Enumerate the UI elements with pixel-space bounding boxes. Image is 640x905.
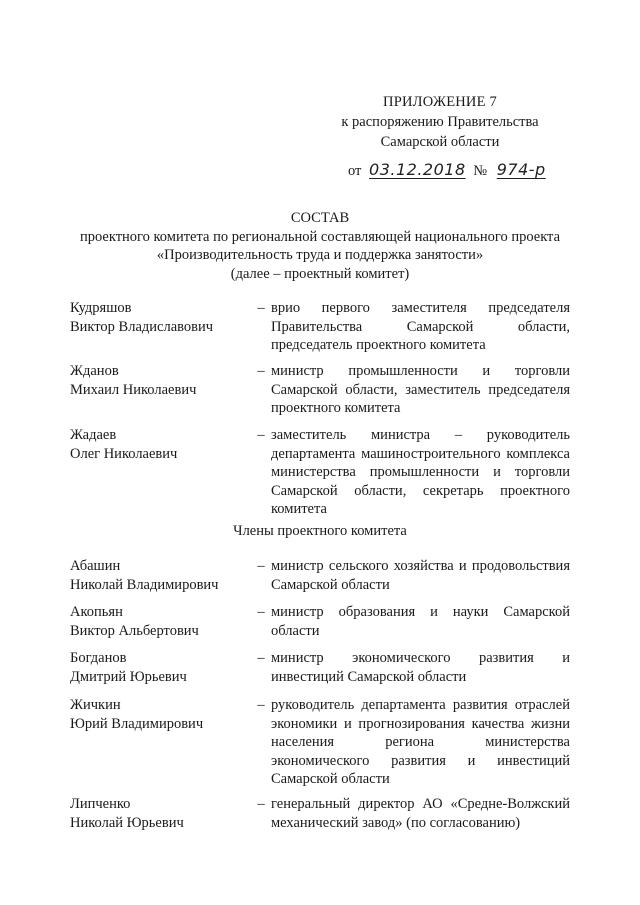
surname: Жадаев <box>70 427 117 443</box>
order-number-label: № <box>473 163 488 179</box>
heading-line-3: (далее – проектный комитет) <box>230 266 410 282</box>
surname: Кудряшов <box>70 300 132 316</box>
heading-line-2: «Производительность труда и поддержка занятости» <box>156 247 484 263</box>
position-description: руководитель департамента развития отраслей экономики и прогнозирования качества жизни населения региона министерства экономического развития и инвестиций Самарской области <box>271 697 570 787</box>
order-date-handwritten: 03.12.2018 <box>369 160 466 179</box>
surname: Липченко <box>70 796 131 812</box>
dash: – <box>257 650 265 666</box>
surname: Жичкин <box>70 697 121 713</box>
order-reference <box>348 160 546 180</box>
position-description: заместитель министра – руководитель департамента машиностроительного комплекса министерства промышленности и торговли Самарской области, секретарь проектного комитета <box>271 427 570 517</box>
document-title: СОСТАВ <box>290 210 350 226</box>
position-description: генеральный директор АО «Средне-Волжский механический завод» (по согласованию) <box>271 796 570 831</box>
appendix-title: ПРИЛОЖЕНИЕ 7 <box>383 94 497 110</box>
given-names: Юрий Владимирович <box>70 715 204 732</box>
surname: Жданов <box>70 363 119 379</box>
person-name <box>70 426 250 463</box>
position-description: министр сельского хозяйства и продовольствия Самарской области <box>271 558 570 593</box>
given-names: Николай Владимирович <box>70 576 219 593</box>
person-name <box>70 696 250 733</box>
dash: – <box>257 363 265 379</box>
dash: – <box>257 796 265 812</box>
given-names: Виктор Альбертович <box>70 622 199 639</box>
given-names: Николай Юрьевич <box>70 814 184 831</box>
order-from-label: от <box>348 163 362 179</box>
dash: – <box>257 697 265 713</box>
position-description: министр образования и науки Самарской области <box>271 604 570 639</box>
heading-line-1: проектного комитета по региональной составляющей национального проекта <box>79 229 561 245</box>
given-names: Михаил Николаевич <box>70 381 197 398</box>
person-name <box>70 557 250 594</box>
appendix-header <box>330 92 550 152</box>
dash: – <box>257 427 265 443</box>
given-names: Дмитрий Юрьевич <box>70 668 187 685</box>
person-name <box>70 603 250 640</box>
person-name <box>70 649 250 686</box>
members-heading: Члены проектного комитета <box>233 523 407 539</box>
appendix-line-2: к распоряжению Правительства <box>341 114 539 130</box>
person-name <box>70 362 250 399</box>
given-names: Олег Николаевич <box>70 445 178 462</box>
person-name <box>70 299 250 336</box>
position-description: министр экономического развития и инвестиций Самарской области <box>271 650 570 685</box>
person-name <box>70 795 250 832</box>
order-number-handwritten: 974-р <box>496 160 546 179</box>
surname: Абашин <box>70 558 121 574</box>
surname: Акопьян <box>70 604 123 620</box>
appendix-line-3: Самарской области <box>380 134 500 150</box>
given-names: Виктор Владиславович <box>70 318 214 335</box>
position-description: министр промышленности и торговли Самарской области, заместитель председателя проектного комитета <box>271 363 570 416</box>
dash: – <box>257 558 265 574</box>
position-description: врио первого заместителя председателя Правительства Самарской области, председатель проектного комитета <box>271 300 570 353</box>
dash: – <box>257 604 265 620</box>
surname: Богданов <box>70 650 127 666</box>
dash: – <box>257 300 265 316</box>
